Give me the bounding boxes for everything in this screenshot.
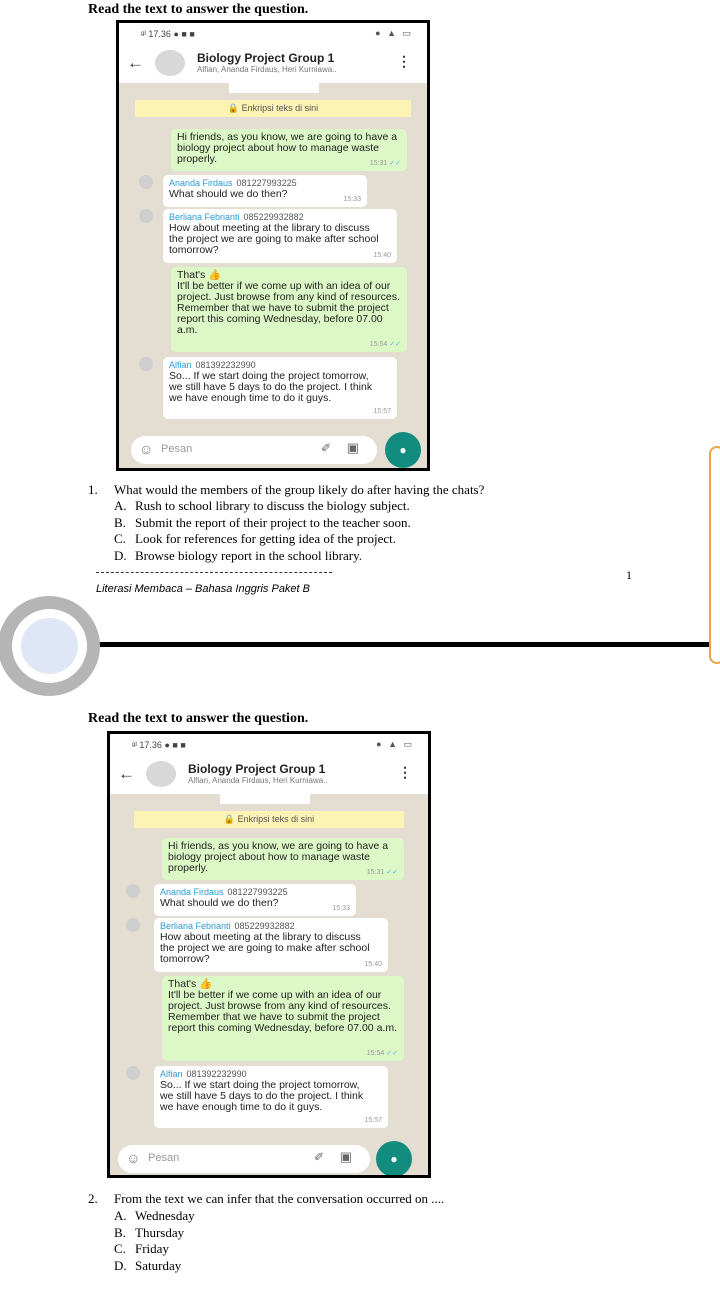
notification-icons: ● ■ ■ bbox=[164, 740, 186, 750]
message-time: 15:33 bbox=[332, 905, 350, 912]
more-menu-icon[interactable]: ⋮ bbox=[398, 764, 412, 780]
notification-icons: ● ■ ■ bbox=[173, 29, 195, 39]
status-bar bbox=[110, 734, 428, 756]
page-footer: Literasi Membaca – Bahasa Inggris Paket B bbox=[96, 583, 311, 595]
read-ticks-icon: ✓✓ bbox=[389, 160, 401, 167]
page-ring-decoration bbox=[21, 618, 78, 674]
battery-wifi-icons: ● ▲ ▭ bbox=[375, 28, 413, 38]
mic-button[interactable] bbox=[376, 1141, 412, 1177]
sender-phone: 081227993225 bbox=[236, 178, 297, 188]
emoji-icon[interactable]: ☺ bbox=[139, 441, 154, 457]
back-arrow-icon[interactable]: ← bbox=[127, 53, 144, 72]
message-text: Hi friends, as you know, we are going to have a biology project about how to manage waste properly. bbox=[177, 131, 398, 165]
footer-divider bbox=[96, 572, 332, 573]
sender-avatar bbox=[139, 357, 153, 371]
message-text: It'll be better if we come up with an idea of our project. Just browse from any kind of resources. Remember that we have to submit the project report this coming Wednesday, before 07.00 a.m. bbox=[168, 989, 397, 1034]
chat-header bbox=[119, 45, 427, 83]
group-avatar[interactable] bbox=[146, 761, 176, 787]
message-input[interactable] bbox=[118, 1145, 370, 1173]
option-b[interactable]: B. Submit the report of their project to the teacher soon. bbox=[114, 514, 411, 530]
option-a[interactable]: A. Wednesday bbox=[114, 1208, 195, 1223]
option-b[interactable]: B. Thursday bbox=[114, 1224, 185, 1240]
sender-avatar bbox=[139, 175, 153, 189]
message-bubble bbox=[162, 976, 404, 1061]
question-1 bbox=[88, 482, 484, 498]
back-arrow-icon[interactable]: ← bbox=[118, 764, 135, 783]
sender-phone: 085229932882 bbox=[243, 212, 304, 222]
sender-phone: 081392232990 bbox=[186, 1069, 247, 1079]
chat-header bbox=[110, 756, 428, 794]
sender-phone: 081392232990 bbox=[195, 360, 256, 370]
sender-avatar bbox=[126, 918, 140, 932]
message-bubble bbox=[154, 1066, 388, 1128]
read-ticks-icon: ✓✓ bbox=[386, 869, 398, 876]
sender-avatar bbox=[126, 1066, 140, 1080]
header-tab-fragment bbox=[220, 794, 310, 804]
emoji-icon[interactable]: ☺ bbox=[126, 1150, 141, 1166]
option-a[interactable]: A. Rush to school library to discuss the biology subject. bbox=[114, 498, 410, 513]
attach-icon[interactable]: ✐ bbox=[313, 1150, 324, 1164]
message-text: So... If we start doing the project tomorrow, we still have 5 days to do the project. I think we have enough time to do it guys. bbox=[160, 1079, 364, 1113]
message-time: 15:31 ✓✓ bbox=[366, 869, 398, 876]
chat-screenshot bbox=[116, 20, 430, 471]
message-bubble bbox=[162, 838, 404, 880]
option-c[interactable]: C. Friday bbox=[114, 1241, 169, 1256]
sender-name: Ananda Firdaus bbox=[169, 178, 233, 188]
page-divider bbox=[0, 642, 720, 647]
sender-name: Berliana Febrianti bbox=[160, 921, 231, 931]
message-time: 15:57 bbox=[364, 1117, 382, 1124]
page-number: 1 bbox=[626, 568, 632, 582]
message-text: So... If we start doing the project tomorrow, we still have 5 days to do the project. I think we have enough time to do it guys. bbox=[169, 370, 373, 404]
mic-icon: ● bbox=[399, 443, 407, 457]
message-input[interactable] bbox=[131, 436, 377, 464]
battery-wifi-icons: ● ▲ ▭ bbox=[376, 739, 414, 749]
message-time: 15:40 bbox=[373, 252, 391, 259]
message-bubble bbox=[163, 209, 397, 263]
message-text: What should we do then? bbox=[160, 897, 279, 909]
instruction-heading: Read the text to answer the question. bbox=[88, 711, 309, 726]
side-tab[interactable] bbox=[709, 446, 720, 664]
message-time: 15:33 bbox=[343, 196, 361, 203]
message-bubble bbox=[163, 175, 367, 207]
message-bubble bbox=[171, 267, 407, 352]
message-text: How about meeting at the library to discuss the project we are going to make after school tomorrow? bbox=[169, 222, 379, 256]
option-c[interactable]: C. Look for references for getting idea of the project. bbox=[114, 531, 396, 546]
option-d[interactable]: D. Browse biology report in the school library. bbox=[114, 547, 362, 563]
message-time: 15:54 ✓✓ bbox=[369, 341, 401, 348]
chat-screenshot bbox=[107, 731, 431, 1178]
signal-icon: ᵍᴵ bbox=[132, 740, 140, 750]
status-time: ᵍᴵ 17.36 ● ■ ■ bbox=[141, 29, 195, 39]
group-members: Alfian, Ananda Firdaus, Heri Kurniawa.. bbox=[188, 776, 328, 785]
sender-phone: 085229932882 bbox=[234, 921, 295, 931]
input-placeholder: Pesan bbox=[148, 1152, 180, 1164]
camera-icon[interactable]: ▣ bbox=[339, 1149, 352, 1164]
question-number: 1. bbox=[88, 482, 98, 497]
sender-avatar bbox=[126, 884, 140, 898]
signal-icon: ᵍᴵ bbox=[141, 29, 149, 39]
message-time: 15:40 bbox=[364, 961, 382, 968]
more-menu-icon[interactable]: ⋮ bbox=[397, 53, 411, 69]
instruction-heading: Read the text to answer the question. bbox=[88, 2, 309, 17]
question-2 bbox=[88, 1191, 444, 1207]
sender-phone: 081227993225 bbox=[227, 887, 288, 897]
question-text: What would the members of the group likely do after having the chats? bbox=[114, 482, 485, 497]
header-tab-fragment bbox=[229, 83, 319, 93]
message-time: 15:54 ✓✓ bbox=[366, 1050, 398, 1057]
camera-icon[interactable]: ▣ bbox=[346, 440, 359, 455]
group-members: Alfian, Ananda Firdaus, Heri Kurniawa.. bbox=[197, 65, 337, 74]
message-text: That's 👍 bbox=[177, 269, 222, 281]
message-bubble bbox=[171, 129, 407, 171]
option-d[interactable]: D. Saturday bbox=[114, 1257, 182, 1273]
message-text: What should we do then? bbox=[169, 188, 288, 200]
mic-button[interactable] bbox=[385, 432, 421, 468]
mic-icon: ● bbox=[390, 1152, 398, 1166]
read-ticks-icon: ✓✓ bbox=[386, 1050, 398, 1057]
message-time: 15:31 ✓✓ bbox=[369, 160, 401, 167]
sender-name: Alfian bbox=[169, 360, 192, 370]
status-time: ᵍᴵ 17.36 ● ■ ■ bbox=[132, 740, 186, 750]
message-time: 15:57 bbox=[373, 408, 391, 415]
question-2-options bbox=[114, 1208, 195, 1274]
message-bubble bbox=[163, 357, 397, 419]
status-bar bbox=[119, 23, 427, 45]
sender-name: Ananda Firdaus bbox=[160, 887, 224, 897]
group-name[interactable]: Biology Project Group 1 bbox=[197, 51, 335, 65]
message-bubble bbox=[154, 918, 388, 972]
message-text: How about meeting at the library to discuss the project we are going to make after school tomorrow? bbox=[160, 931, 370, 965]
read-ticks-icon: ✓✓ bbox=[389, 341, 401, 348]
sender-name: Berliana Febrianti bbox=[169, 212, 240, 222]
sender-avatar bbox=[139, 209, 153, 223]
message-text: Hi friends, as you know, we are going to have a biology project about how to manage waste properly. bbox=[168, 840, 389, 874]
question-text: From the text we can infer that the conversation occurred on .... bbox=[114, 1191, 445, 1206]
message-text: It'll be better if we come up with an idea of our project. Just browse from any kind of resources. Remember that we have to submit the project report this coming Wednesday, before 07.00 a.m. bbox=[177, 280, 400, 336]
group-avatar[interactable] bbox=[155, 50, 185, 76]
question-number: 2. bbox=[88, 1191, 98, 1206]
group-name[interactable]: Biology Project Group 1 bbox=[188, 762, 326, 776]
encryption-banner: 🔒 Enkripsi teks di sini bbox=[134, 811, 404, 828]
attach-icon[interactable]: ✐ bbox=[320, 441, 331, 455]
input-placeholder: Pesan bbox=[161, 443, 193, 455]
encryption-banner: 🔒 Enkripsi teks di sini bbox=[135, 100, 411, 117]
sender-name: Alfian bbox=[160, 1069, 183, 1079]
message-text: That's 👍 bbox=[168, 978, 213, 990]
question-1-options bbox=[114, 498, 411, 564]
message-bubble bbox=[154, 884, 356, 916]
